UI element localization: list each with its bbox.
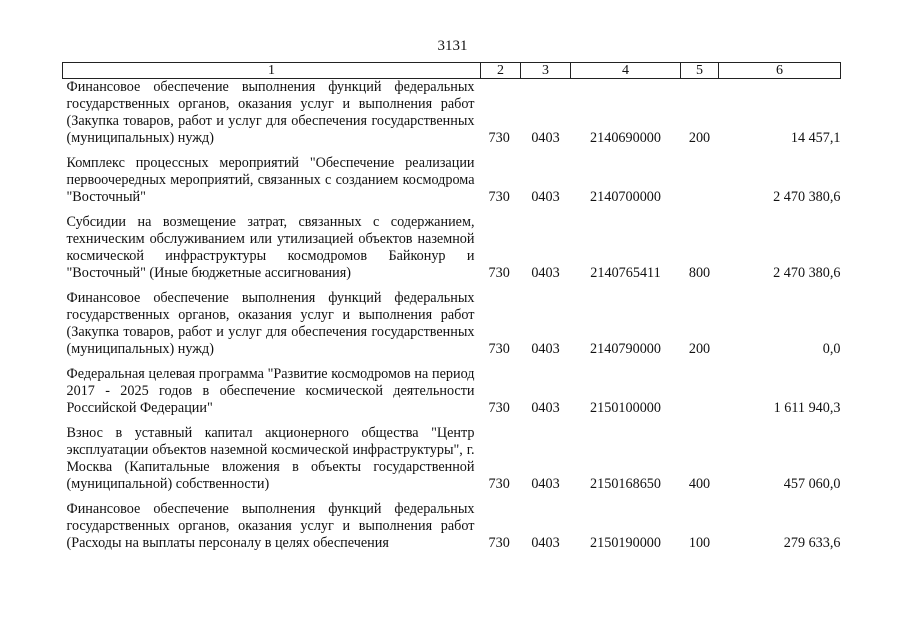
- header-col-2: 2: [481, 63, 521, 79]
- row-description: Федеральная целевая программа "Развитие космодромов на период 2017 - 2025 годов в обеспечение космической деятельности Российской Федерации": [66, 366, 475, 416]
- row-section-code: 0403: [531, 476, 560, 492]
- row-section-code: 0403: [531, 341, 560, 357]
- row-gr-code: 730: [488, 265, 510, 281]
- row-spacer: [63, 493, 841, 501]
- row-spacer: [63, 282, 841, 290]
- row-expense-type: 200: [688, 130, 711, 146]
- row-gr-code: 730: [488, 400, 510, 416]
- row-target-code: 2140765411: [590, 265, 661, 281]
- table-row: [63, 366, 841, 417]
- row-target-code: 2140790000: [590, 341, 661, 357]
- page-number: 3131: [437, 38, 468, 54]
- row-amount: 1 611 940,3: [773, 400, 841, 416]
- row-gr-code: 730: [488, 341, 510, 357]
- row-gr-code: 730: [488, 189, 510, 205]
- header-col-1: 1: [63, 63, 481, 79]
- row-gr-code: 730: [488, 476, 510, 492]
- table-row: [63, 214, 841, 282]
- row-spacer: [63, 358, 841, 366]
- table-body: [63, 79, 841, 553]
- row-target-code: 2150190000: [590, 535, 661, 551]
- row-description: Взнос в уставный капитал акционерного общества "Центр эксплуатации объектов наземной космической инфраструктуры", г. Москва (Капитальные вложения в объекты государственной (муниципальной) собственности): [66, 425, 475, 492]
- table-row: [63, 79, 841, 148]
- row-section-code: 0403: [531, 535, 560, 551]
- row-section-code: 0403: [531, 130, 560, 146]
- row-description: Комплекс процессных мероприятий "Обеспечение реализации первоочередных мероприятий, связанных с созданием космодрома "Восточный": [66, 155, 475, 205]
- row-amount: 14 457,1: [790, 130, 841, 146]
- row-gr-code: 730: [488, 130, 510, 146]
- row-section-code: 0403: [531, 189, 560, 205]
- header-col-5: 5: [681, 63, 719, 79]
- header-col-4: 4: [571, 63, 681, 79]
- row-expense-type: 400: [688, 476, 711, 492]
- row-target-code: 2150100000: [590, 400, 661, 416]
- row-gr-code: 730: [488, 535, 510, 551]
- row-description: Финансовое обеспечение выполнения функций федеральных государственных органов, оказания услуг и выполнения работ (Расходы на выплаты персоналу в целях обеспечения: [66, 501, 475, 551]
- row-section-code: 0403: [531, 265, 560, 281]
- row-description: Субсидии на возмещение затрат, связанных с содержанием, техническим обслуживанием или утилизацией объектов наземной космической инфраструктуры космодромов Байконур и "Восточный" (Иные бюджетные ассигнования): [66, 214, 475, 281]
- budget-table: [62, 62, 841, 552]
- row-amount: 2 470 380,6: [773, 265, 841, 281]
- row-description: Финансовое обеспечение выполнения функций федеральных государственных органов, оказания услуг и выполнения работ (Закупка товаров, работ и услуг для обеспечения государственных (муниципальных) нужд): [66, 79, 475, 146]
- row-amount: 279 633,6: [783, 535, 841, 551]
- row-amount: 2 470 380,6: [773, 189, 841, 205]
- table-row: [63, 501, 841, 552]
- table-row: [63, 155, 841, 206]
- row-spacer: [63, 147, 841, 155]
- header-col-6: 6: [719, 63, 841, 79]
- row-target-code: 2140700000: [590, 189, 661, 205]
- row-amount: 0,0: [822, 341, 841, 357]
- row-expense-type: 800: [688, 265, 711, 281]
- row-description: Финансовое обеспечение выполнения функций федеральных государственных органов, оказания услуг и выполнения работ (Закупка товаров, работ и услуг для обеспечения государственных (муниципальных) нужд): [66, 290, 475, 357]
- row-expense-type: [681, 155, 719, 206]
- row-expense-type: 200: [688, 341, 711, 357]
- row-target-code: 2140690000: [590, 130, 661, 146]
- row-expense-type: 100: [688, 535, 711, 551]
- table-row: [63, 290, 841, 358]
- table-header: [63, 63, 841, 79]
- header-col-3: 3: [521, 63, 571, 79]
- row-amount: 457 060,0: [783, 476, 841, 492]
- row-spacer: [63, 417, 841, 425]
- row-spacer: [63, 206, 841, 214]
- row-expense-type: [681, 366, 719, 417]
- row-target-code: 2150168650: [590, 476, 661, 492]
- row-section-code: 0403: [531, 400, 560, 416]
- table-row: [63, 425, 841, 493]
